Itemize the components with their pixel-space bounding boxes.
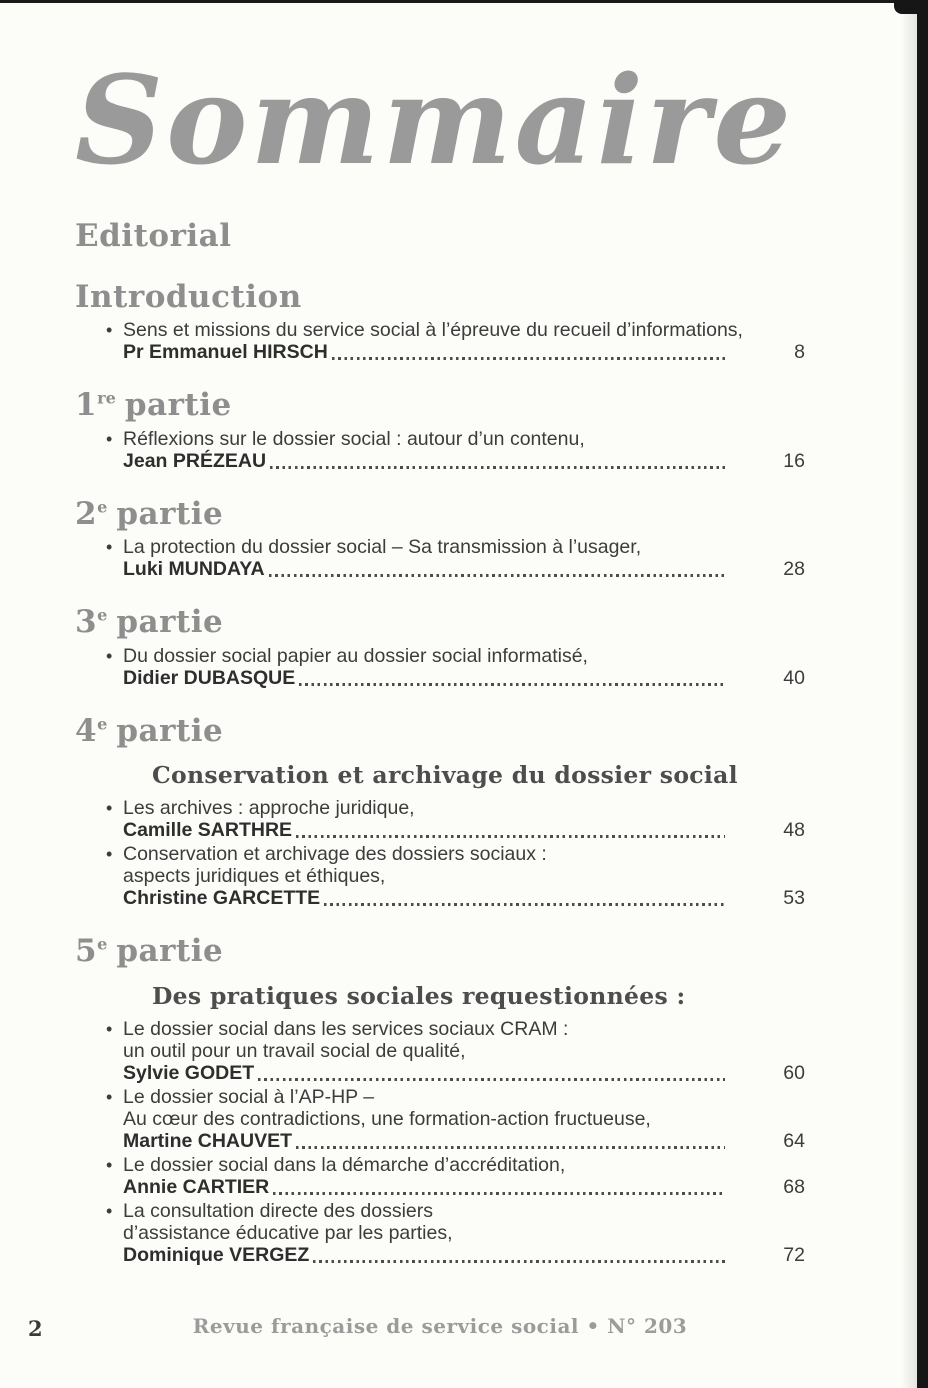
section-editorial (75, 220, 805, 253)
section-heading: 5e partie (75, 933, 224, 970)
entry-page-number: 48 (783, 819, 805, 842)
entry-author: Pr Emmanuel HIRSCH (123, 341, 328, 364)
entry-author-row (123, 667, 805, 689)
entry-author-row (123, 558, 805, 580)
dot-leader (258, 1078, 725, 1081)
footer-journal-title: Revue française de service social • N° 203 (192, 1314, 688, 1338)
scan-edge-corner (894, 0, 928, 14)
toc-entry (75, 797, 805, 841)
scan-edge-right (917, 0, 928, 1388)
section-introduction (75, 278, 805, 364)
section-partie-2 (75, 495, 805, 581)
entry-author-row (123, 450, 805, 472)
entry-title: • Réflexions sur le dossier social : autour d’un contenu, (123, 428, 805, 450)
entry-author-row (123, 1244, 805, 1266)
section-partie-1 (75, 389, 805, 472)
toc-page (75, 48, 805, 1266)
entry-page-number: 64 (783, 1129, 805, 1152)
entry-author: Martine CHAUVET (123, 1129, 293, 1152)
page-title: Sommaire (75, 48, 794, 192)
entry-title: • Les archives : approche juridique, (123, 797, 805, 819)
entry-author-row (123, 887, 805, 909)
entry-page-number: 53 (783, 887, 805, 910)
toc-entry (75, 319, 805, 363)
entry-page-number: 72 (783, 1243, 805, 1266)
toc-entry (75, 1018, 805, 1084)
section-partie-5 (75, 935, 805, 1265)
entry-title: • Du dossier social papier au dossier social informatisé, (123, 645, 805, 667)
section-partie-4 (75, 712, 805, 910)
toc-entry (75, 843, 805, 909)
section-partie-3 (75, 606, 805, 689)
section-heading: 4e partie (75, 712, 224, 749)
dot-leader (296, 835, 725, 838)
entry-title: • Le dossier social à l’AP-HP – (123, 1086, 805, 1108)
entry-author-row (123, 1130, 805, 1152)
scan-edge-top (0, 0, 928, 3)
section-heading: 1re partie (75, 387, 232, 424)
dot-leader (332, 357, 725, 360)
toc-entry (75, 536, 805, 580)
section-heading: 3e partie (75, 604, 224, 641)
section-subheading: Des pratiques sociales requestionnées : (152, 981, 686, 1010)
entry-author: Sylvie GODET (123, 1061, 255, 1084)
entry-page-number: 8 (794, 341, 805, 364)
section-heading: Editorial (75, 218, 232, 255)
dot-leader (299, 683, 725, 686)
entry-title: • Sens et missions du service social à l’épreuve du recueil d’informations, (123, 319, 805, 341)
entry-title-continued: aspects juridiques et éthiques, (123, 865, 386, 888)
toc-entry (75, 1154, 805, 1198)
page-footer (0, 1314, 928, 1354)
entry-author: Luki MUNDAYA (123, 558, 265, 581)
footer-page-number: 2 (28, 1316, 43, 1341)
entry-title: • La consultation directe des dossiers (123, 1200, 805, 1222)
dot-leader (296, 1146, 725, 1149)
entry-title-continued: d’assistance éducative par les parties, (123, 1221, 453, 1244)
dot-leader (269, 574, 725, 577)
entry-title-continued: Au cœur des contradictions, une formation-action fructueuse, (123, 1107, 651, 1130)
dot-leader (313, 1260, 725, 1263)
dot-leader (273, 1192, 725, 1195)
section-subheading: Conservation et archivage du dossier social (152, 761, 738, 790)
entry-author-row (123, 819, 805, 841)
entry-author: Christine GARCETTE (123, 887, 321, 910)
dot-leader (324, 903, 725, 906)
entry-author: Camille SARTHRE (123, 819, 293, 842)
dot-leader (270, 466, 725, 469)
entry-author: Dominique VERGEZ (123, 1243, 310, 1266)
toc-entry (75, 1086, 805, 1152)
toc-entry (75, 645, 805, 689)
entry-author-row (123, 1176, 805, 1198)
entry-author: Jean PRÉZEAU (123, 449, 267, 472)
entry-page-number: 68 (783, 1175, 805, 1198)
entry-author-row (123, 1062, 805, 1084)
entry-title-continued: un outil pour un travail social de qualité, (123, 1039, 466, 1062)
entry-page-number: 28 (783, 558, 805, 581)
entry-author-row (123, 341, 805, 363)
entry-title: • Le dossier social dans les services sociaux CRAM : (123, 1018, 805, 1040)
section-heading: Introduction (75, 278, 302, 315)
entry-title: • La protection du dossier social – Sa transmission à l’usager, (123, 536, 805, 558)
entry-title: • Conservation et archivage des dossiers sociaux : (123, 843, 805, 865)
entry-author: Didier DUBASQUE (123, 666, 296, 689)
section-heading: 2e partie (75, 495, 224, 532)
entry-page-number: 40 (783, 666, 805, 689)
entry-page-number: 60 (783, 1061, 805, 1084)
toc-entry (75, 428, 805, 472)
toc-entry (75, 1200, 805, 1266)
entry-author: Annie CARTIER (123, 1175, 270, 1198)
page-edge-shadow (901, 0, 917, 1388)
entry-title: • Le dossier social dans la démarche d’accréditation, (123, 1154, 805, 1176)
entry-page-number: 16 (783, 449, 805, 472)
